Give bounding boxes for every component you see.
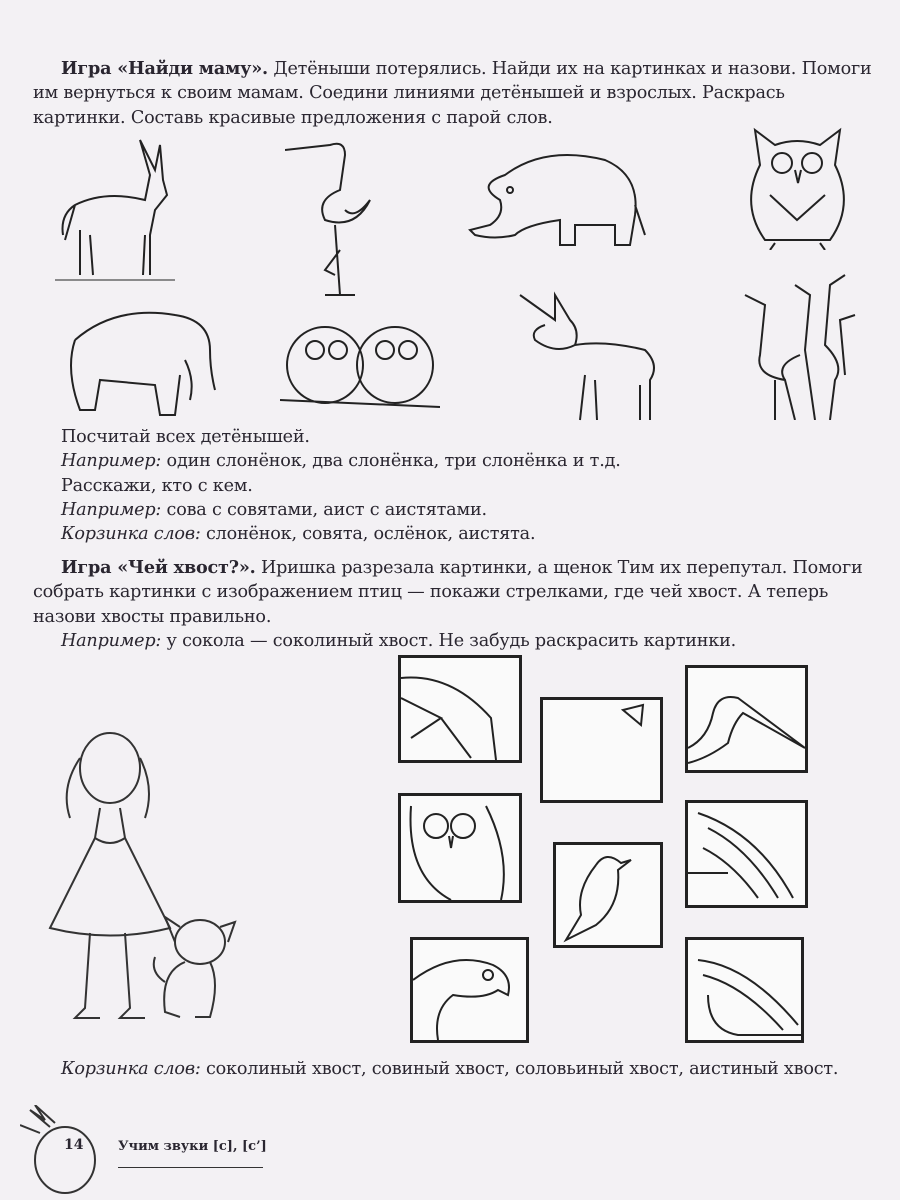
task-text: слонёнок, совята, ослёнок, аистята. (200, 524, 536, 545)
elephant-illustration (465, 145, 650, 260)
donkey-foal-illustration (515, 290, 665, 425)
task-text: сова с совятами, аист с аистятами. (161, 499, 487, 520)
puzzle-piece-owl-head[interactable] (398, 793, 522, 903)
task-line (61, 498, 871, 522)
task-line (61, 425, 871, 449)
task-line (61, 449, 871, 473)
task-label: Например: (61, 499, 162, 520)
game2-text: Иришка разрезала картинки, а щенок Тим их перепутал. Помоги собрать картинки с изображением птиц — покажи стрелками, где чей хвост. А теперь назови хвосты правильно. (33, 558, 863, 627)
storks-illustration (735, 255, 860, 420)
puzzle-piece-falcon-tail[interactable] (685, 937, 804, 1043)
footer-title: Учим звуки [с], [с’] (118, 1139, 267, 1154)
puppy-illustration (150, 912, 240, 1022)
stork-illustration (285, 130, 380, 300)
puzzle-piece-falcon-head[interactable] (410, 937, 529, 1043)
task-text: один слонёнок, два слонёнка, три слонёнка и т.д. (161, 451, 621, 472)
game1-text: Детёныши потерялись. Найди их на картинках и назови. Помоги им вернуться к своим мамам. Соедини линиями детёнышей и взрослых. Раскрась картинки. Составь красивые предложения с парой слов. (33, 59, 872, 128)
footer-underline (118, 1167, 263, 1168)
donkey-illustration (55, 135, 175, 285)
task-label: Корзинка слов: (61, 524, 201, 545)
game1-title: Игра «Найди маму». (61, 58, 268, 79)
game2-example-label: Например: (61, 630, 162, 651)
puzzle-piece-wing[interactable] (685, 800, 808, 908)
elephant-calf-illustration (65, 300, 220, 420)
owl-illustration (740, 125, 855, 250)
task-line (61, 522, 871, 546)
basket-label: Корзинка слов: (61, 1059, 201, 1079)
puzzle-piece-stork-head[interactable] (685, 665, 808, 773)
basket-paragraph (33, 1057, 873, 1081)
puzzle-piece-small-tail[interactable] (540, 697, 663, 803)
puzzle-piece-stork-tail[interactable] (398, 655, 522, 763)
owlets-illustration (280, 315, 440, 410)
game2-paragraph (33, 556, 873, 653)
game2-title: Игра «Чей хвост?». (61, 557, 256, 578)
page-number: 14 (64, 1137, 84, 1153)
task-text: Расскажи, кто с кем. (61, 475, 253, 496)
task-text: Посчитай всех детёнышей. (61, 427, 310, 447)
pineapple-icon (20, 1105, 100, 1195)
task-label: Например: (61, 451, 162, 472)
game2-example-text: у сокола — соколиный хвост. Не забудь раскрасить картинки. (161, 630, 737, 651)
task-line (61, 474, 871, 498)
tasks-list (61, 425, 871, 546)
game1-paragraph (33, 57, 873, 130)
puzzle-piece-nightingale[interactable] (553, 842, 663, 948)
basket-text: соколиный хвост, совиный хвост, соловьиный хвост, аистиный хвост. (200, 1059, 839, 1079)
